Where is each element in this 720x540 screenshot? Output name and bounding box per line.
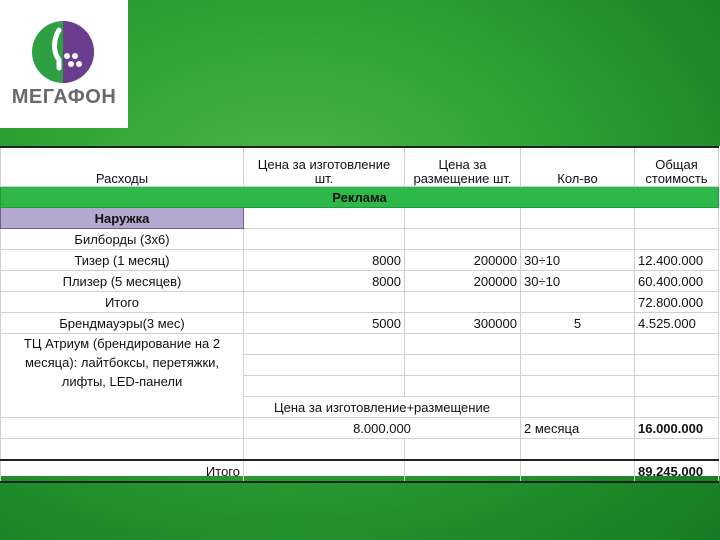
spreadsheet [0, 146, 720, 479]
table-row: Итого 72.800.000 [1, 292, 719, 313]
header-place-price: Цена за размещение шт. [405, 147, 521, 187]
brand-wordmark: МЕГАФОН [11, 86, 117, 108]
expense-table [0, 146, 719, 483]
table-row: Плизер (5 месяцев) 8000 200000 30÷10 60.400.000 [1, 271, 719, 292]
combined-price-label: Цена за изготовление+размещение [244, 397, 521, 418]
header-expenses: Расходы [1, 147, 244, 187]
megafon-logo-icon [31, 20, 95, 84]
header-total: Общая стоимость [635, 147, 719, 187]
table-row: Билборды (3х6) [1, 229, 719, 250]
table-row: 8.000.000 2 месяца 16.000.000 [1, 418, 719, 439]
logo-area [0, 0, 128, 128]
combined-price-value: 8.000.000 [244, 418, 521, 439]
grand-total-row: Итого 89.245.000 [1, 460, 719, 482]
table-row-tc [1, 334, 719, 355]
subsection-outdoor: Наружка [1, 208, 244, 229]
tc-atrium-label: ТЦ Атриум (брендирование на 2 месяца): лайтбоксы, перетяжки, лифты, LED-панели [1, 334, 244, 418]
table-row: Тизер (1 месяц) 8000 200000 30÷10 12.400.000 [1, 250, 719, 271]
section-advertising: Реклама [1, 187, 719, 208]
header-qty: Кол-во [521, 147, 635, 187]
header-make-price: Цена за изготовление шт. [244, 147, 405, 187]
table-row: Брендмауэры(3 мес) 5000 300000 5 4.525.000 [1, 313, 719, 334]
